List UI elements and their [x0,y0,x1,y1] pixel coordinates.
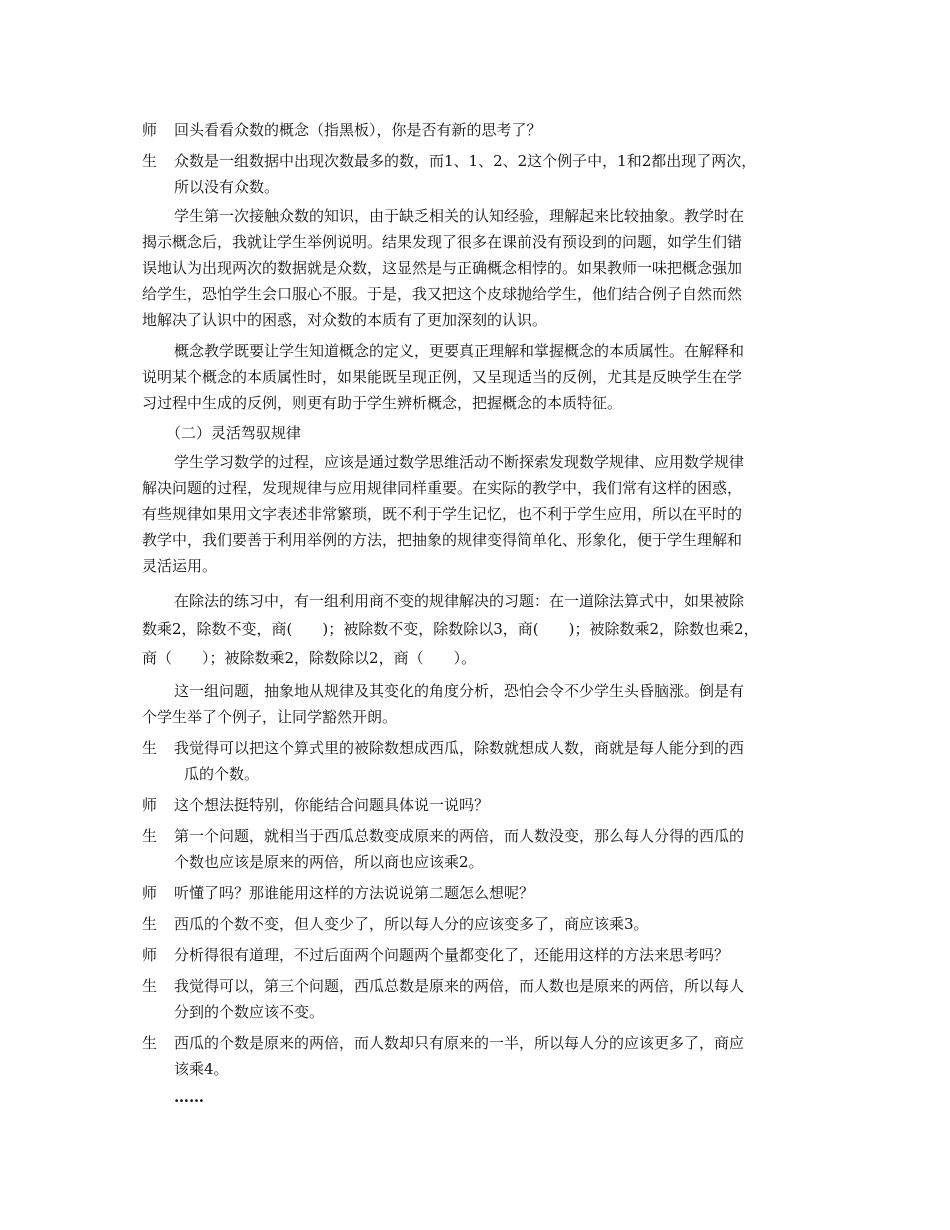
paragraph-line: 在除法的练习中，有一组利用商不变的规律解决的习题：在一道除法算式中，如果被除 [174,592,745,610]
dialogue-line: 分到的个数应该不变。 [174,1003,325,1021]
paragraph-line: 说明某个概念的本质属性时，如果能既呈现正例，又呈现适当的反例，尤其是反映学生在学 [142,368,743,386]
paragraph-line: 习过程中生成的反例，则更有助于学生辨析概念，把握概念的本质特征。 [142,394,623,412]
paragraph-line: 解决问题的过程，发现规律与应用规律同样重要。在实际的教学中，我们常有这样的困惑， [142,479,743,497]
dialogue-line: 西瓜的个数是原来的两倍，而人数却只有原来的一半，所以每人分的应该更多了，商应 [174,1034,745,1052]
speaker-label: 师 [142,884,158,902]
speaker-label: 师 [142,121,158,139]
dialogue-line: 我觉得可以把这个算式里的被除数想成西瓜，除数就想成人数，商就是每人能分到的西 [174,739,745,757]
paragraph-line: 概念教学既要让学生知道概念的定义，更要真正理解和掌握概念的本质属性。在解释和 [174,342,745,360]
paragraph-line: 误地认为出现两次的数据就是众数，这显然是与正确概念相悖的。如果教师一味把概念强加 [142,259,743,277]
paragraph-line: 给学生，恐怕学生会口服心不服。于是，我又把这个皮球抛给学生，他们结合例子自然而然 [142,285,743,303]
dialogue-line: 该乘4。 [174,1060,229,1078]
paragraph-line: 灵活运用。 [142,557,218,575]
paragraph-line: 个学生举了个例子，让同学豁然开朗。 [142,708,398,726]
paragraph-line: 有些规律如果用文字表述非常繁琐，既不利于学生记忆，也不利于学生应用，所以在平时的 [142,505,743,523]
dialogue-line: 我觉得可以，第三个问题，西瓜总数是原来的两倍，而人数也是原来的两倍，所以每人 [174,977,745,995]
section-heading: （二）灵活驾驭规律 [166,424,302,442]
dialogue-line: 瓜的个数。 [184,765,260,783]
dialogue-line: 个数也应该是原来的两倍，所以商也应该乘2。 [174,853,484,871]
dialogue-line: 这个想法挺特别，你能结合问题具体说一说吗？ [174,796,490,814]
speaker-label: 生 [142,915,158,933]
speaker-label: 生 [142,827,158,845]
paragraph-line: 学生学习数学的过程，应该是通过数学思维活动不断探索发现数学规律、应用数学规律 [174,453,745,471]
dialogue-line: 西瓜的个数不变，但人变少了，所以每人分的应该变多了，商应该乘3。 [174,915,649,933]
dialogue-line: 众数是一组数据中出现次数最多的数，而1、1、2、2这个例子中，1和2都出现了两次， [174,152,757,170]
speaker-label: 生 [142,977,158,995]
dialogue-line: 听懂了吗？那谁能用这样的方法说说第二题怎么想呢？ [174,884,535,902]
paragraph-line: 揭示概念后，我就让学生举例说明。结果发现了很多在课前没有预设到的问题，如学生们错 [142,233,743,251]
speaker-label: 生 [142,152,158,170]
dialogue-line: 第一个问题，就相当于西瓜总数变成原来的两倍，而人数没变，那么每人分得的西瓜的 [174,827,745,845]
paragraph-line: 商（ ）；被除数乘2，除数除以2，商（ ）。 [142,649,477,667]
paragraph-line: 教学中，我们要善于利用举例的方法，把抽象的规律变得简单化、形象化，便于学生理解和 [142,531,743,549]
paragraph-line: 地解决了认识中的困惑，对众数的本质有了更加深刻的认识。 [142,311,548,329]
speaker-label: 生 [142,739,158,757]
dialogue-line: 回头看看众数的概念（指黑板），你是否有新的思考了？ [174,121,542,139]
ellipsis: …… [174,1088,204,1106]
speaker-label: 师 [142,796,158,814]
speaker-label: 师 [142,946,158,964]
speaker-label: 生 [142,1034,158,1052]
paragraph-line: 数乘2，除数不变，商( )；被除数不变，除数除以3，商( )；被除数乘2，除数也乘2， [142,620,759,638]
paragraph-line: 学生第一次接触众数的知识，由于缺乏相关的认知经验，理解起来比较抽象。教学时在 [174,207,745,225]
dialogue-line: 分析得很有道理，不过后面两个问题两个量都变化了，还能用这样的方法来思考吗？ [174,946,730,964]
paragraph-line: 这一组问题，抽象地从规律及其变化的角度分析，恐怕会令不少学生头昏脑涨。倒是有 [174,682,745,700]
dialogue-line: 所以没有众数。 [174,178,280,196]
